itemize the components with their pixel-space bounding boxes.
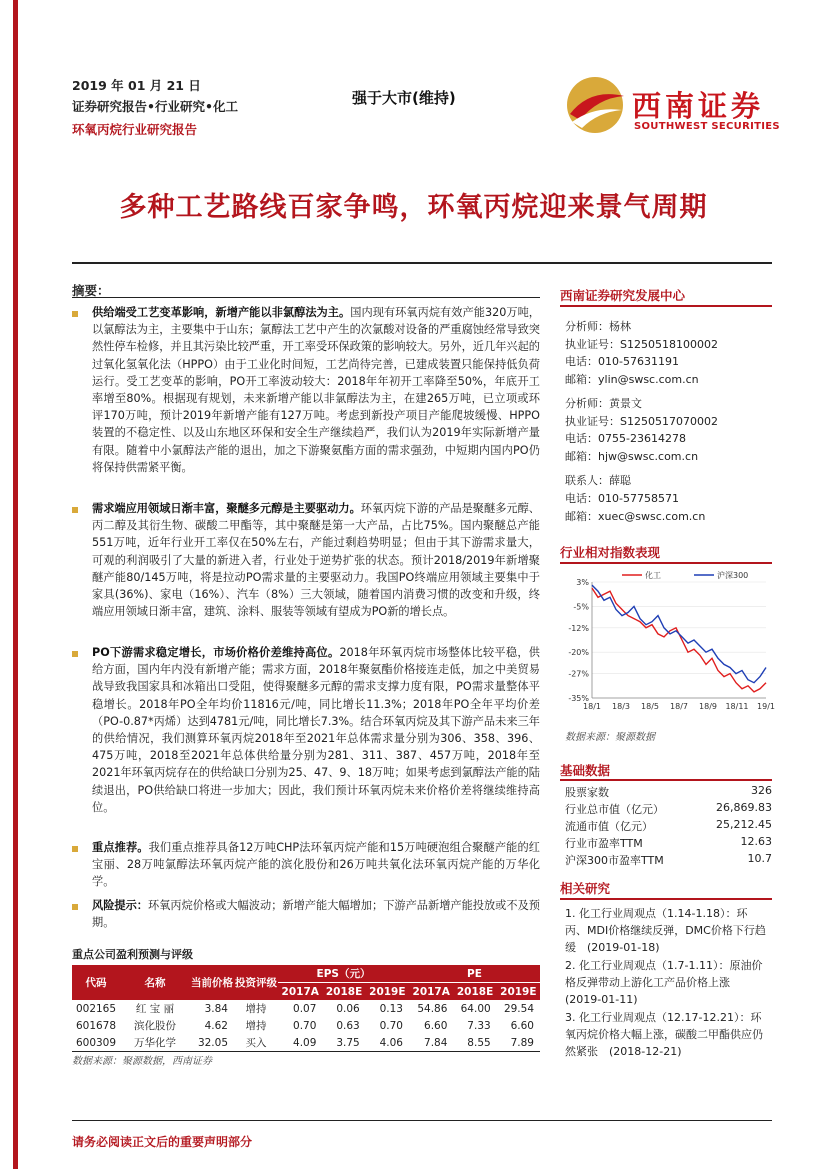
cell-pe: 7.89	[510, 1036, 534, 1049]
x-tick-label: 18/3	[612, 702, 630, 711]
bullet-icon	[72, 651, 78, 657]
basic-data-value: 10.7	[747, 852, 772, 865]
related-report-link[interactable]: 3. 化工行业周观点（12.17-12.21）：环氧丙烷价格大幅上涨，碳酸二甲酯供应仍然紧张 (2018-12-21)	[565, 1011, 763, 1058]
related-report-link[interactable]: 1. 化工行业周观点（1.14-1.18）：环丙、MDI价格继续反弹，DMC价格下行趋缓 (2019-01-18)	[565, 907, 766, 954]
cell-eps: 0.70	[379, 1019, 403, 1032]
paragraph-heading: 重点推荐。	[92, 841, 149, 854]
basic-data-value: 326	[751, 784, 772, 797]
report-subtitle: 环氧丙烷行业研究报告	[72, 122, 198, 137]
basic-data-key: 行业市盈率TTM	[565, 837, 643, 850]
bullet-icon	[72, 846, 78, 852]
col-header-year: 2017A	[278, 983, 322, 1001]
cell-eps: 0.06	[336, 1002, 360, 1015]
x-tick-label: 18/11	[725, 702, 749, 711]
paragraph-body: 我们重点推荐具备12万吨CHP法环氧丙烷产能和15万吨硬泡组合聚醚产能的红宝丽、28万吨氯醇法环氧丙烷产能的滨化股份和26万吨共氧化法环氧丙烷产能的万华化学。	[92, 841, 540, 889]
paragraph-heading: 供给端受工艺变革影响，新增产能以非氯醇法为主。	[92, 306, 351, 319]
col-header-year: 2017A	[409, 983, 453, 1001]
legend-label: 沪深300	[717, 571, 749, 580]
paragraph-body: 国内现有环氧丙烷有效产能320万吨，以氯醇法为主，主要集中于山东；氯醇法工艺中产生的次氯酸对设备的严重腐蚀经常导致突然性停车检修，并且其污染比较严重，开工率受环保政策的影响较大。另外，近几年兴起的过氧化氢氧化法（HPPO）由于工业化时间短，工艺尚待完善，已建成装置只能保持低负荷运行。受工艺变革的影响，PO开工率波动较大：2018年年初开工率降至50%，年底开工率增至80%。根据现有规划，未来新增产能以非氯醇法为主，在建265万吨，已立项或环评170万吨，预计2019年新增产能有127万吨。考虑到新投产项目产能爬坡缓慢、HPPO装置的不稳定性、以及山东地区环保和安全生产继续趋严，我们认为2019年实际新增产量有限。随着中小氯醇法产能的退出，加之下游聚氨酯方面的需求强劲，中短期内国内PO仍将保持供需紧平衡。	[92, 306, 540, 474]
disclaimer-footer: 请务必阅读正文后的重要声明部分	[72, 1135, 253, 1149]
col-header-price: 当前价格	[190, 965, 234, 1000]
cell-eps: 0.07	[293, 1002, 317, 1015]
cell-name: 滨化股份	[134, 1020, 176, 1032]
basic-data-key: 行业总市值（亿元）	[565, 803, 664, 816]
bullet-icon	[72, 311, 78, 317]
abstract-paragraph	[72, 500, 540, 620]
y-tick-label: -5%	[573, 602, 589, 612]
left-accent-bar	[13, 0, 18, 1169]
section-rule	[560, 898, 772, 900]
chart-source-note: 数据来源：聚源数据	[565, 732, 655, 743]
license-number: 执业证号：S1250517070002	[565, 415, 718, 428]
basic-data-value: 12.63	[740, 835, 772, 848]
report-title: 多种工艺路线百家争鸣，环氧丙烷迎来景气周期	[119, 192, 708, 223]
y-tick-label: -20%	[568, 648, 589, 658]
col-header-name: 名称	[120, 965, 190, 1000]
industry-rating: 强于大市(维持)	[352, 89, 456, 107]
table-row	[72, 1017, 540, 1034]
cell-price: 4.62	[204, 1019, 228, 1032]
paragraph-heading: 风险提示：	[92, 899, 148, 912]
col-header-code: 代码	[72, 965, 120, 1000]
paragraph-body: 环氧丙烷下游的产品是聚醚多元醇、丙二醇及其衍生物、碳酸二甲酯等，其中聚醚是第一大产品，占比75%。国内聚醚总产能551万吨，近年行业开工率仅在50%左右，产能过剩趋势明显；但由于其下游需求量大，可观的利润吸引了大量的新进入者，行业处于逆势扩张的状态。预计2018/2019年新增聚醚产能80/145万吨，将是拉动PO需求量的主要驱动力。我国PO终端应用领域主要集中于家具(36%)、家电（16%）、汽车（8%）三大领域，随着国内消费习惯的改变和升级，终端应用领域日渐丰富，建筑、涂料、服装等领域有望成为PO新的增长点。	[92, 502, 540, 619]
basic-data-row	[565, 818, 772, 834]
col-header-year: 2019E	[497, 983, 540, 1001]
cell-eps: 0.13	[379, 1002, 403, 1015]
research-center-title: 西南证券研究发展中心	[560, 286, 772, 304]
paragraph-body: 环氧丙烷价格或大幅波动；新增产能大幅增加；下游产品新增产能投放或不及预期。	[92, 899, 540, 930]
cell-pe: 6.60	[424, 1019, 448, 1032]
email-link[interactable]: 邮箱：ylin@swsc.com.cn	[565, 373, 699, 386]
cell-code: 600309	[75, 1036, 117, 1049]
col-header-rating: 投资评级	[234, 965, 278, 1000]
col-header-eps: EPS（元）	[278, 965, 409, 983]
series-line-csi300	[592, 585, 766, 683]
phone: 电话：0755-23614278	[565, 432, 686, 445]
cell-rating: 增持	[245, 1020, 267, 1032]
basic-data-row	[565, 835, 772, 851]
cell-price: 32.05	[197, 1036, 228, 1049]
cell-code: 601678	[75, 1019, 117, 1032]
logo-text-cn: 西南证券	[632, 89, 765, 123]
basic-data-key: 流通市值（亿元）	[565, 820, 653, 833]
x-tick-label: 18/7	[670, 702, 688, 711]
header-divider	[72, 262, 772, 264]
x-tick-label: 18/1	[583, 702, 601, 711]
legend-label: 化工	[645, 571, 661, 580]
bullet-icon	[72, 904, 78, 910]
section-rule	[560, 779, 772, 781]
email-link[interactable]: 邮箱：xuec@swsc.com.cn	[565, 510, 706, 523]
col-header-year: 2018E	[322, 983, 365, 1001]
col-header-year: 2018E	[453, 983, 496, 1001]
basic-data-key: 沪深300市盈率TTM	[565, 854, 664, 867]
bullet-icon	[72, 507, 78, 513]
cell-price: 3.84	[204, 1002, 228, 1015]
cell-pe: 6.60	[510, 1019, 534, 1032]
company-logo-icon	[562, 74, 628, 136]
related-research-title: 相关研究	[560, 879, 772, 897]
basic-data-key: 股票家数	[565, 786, 609, 799]
phone: 电话：010-57758571	[565, 492, 679, 505]
section-rule	[560, 305, 772, 307]
relative-index-chart	[560, 568, 775, 718]
col-header-year: 2019E	[366, 983, 409, 1001]
cell-rating: 买入	[245, 1037, 267, 1049]
section-rule	[560, 562, 772, 564]
basic-data-value: 26,869.83	[716, 801, 772, 814]
abstract-paragraph	[72, 644, 540, 816]
table-row	[72, 1000, 540, 1017]
col-header-pe: PE	[409, 965, 540, 983]
cell-name: 万华化学	[134, 1037, 176, 1049]
cell-eps: 4.09	[293, 1036, 317, 1049]
paragraph-heading: PO下游需求稳定增长，市场价格价差维持高位。	[92, 646, 340, 659]
cell-pe: 7.33	[467, 1019, 491, 1032]
logo-text-en: SOUTHWEST SECURITIES	[634, 121, 780, 132]
x-tick-label: 18/9	[699, 702, 717, 711]
table-row	[72, 1034, 540, 1052]
basic-data-row	[565, 801, 772, 817]
cell-eps: 0.70	[293, 1019, 317, 1032]
cell-code: 002165	[75, 1002, 117, 1015]
email-link[interactable]: 邮箱：hjw@swsc.com.cn	[565, 450, 699, 463]
index-chart-title: 行业相对指数表现	[560, 543, 772, 561]
abstract-divider	[72, 297, 540, 298]
basic-data-value: 25,212.45	[716, 818, 772, 831]
abstract-paragraph	[72, 839, 540, 891]
x-tick-label: 18/5	[641, 702, 659, 711]
analyst-name: 分析师：杨林	[565, 320, 631, 333]
analyst-name: 分析师：黄景文	[565, 397, 642, 410]
footer-divider	[72, 1120, 772, 1121]
basic-data-row	[565, 784, 772, 800]
cell-eps: 3.75	[336, 1036, 360, 1049]
abstract-label: 摘要：	[72, 283, 110, 298]
earnings-forecast-table	[72, 965, 540, 1052]
related-report-link[interactable]: 2. 化工行业周观点（1.7-1.11）：原油价格反弹带动上游化工产品价格上涨 (2019-01-11)	[565, 959, 763, 1006]
phone: 电话：010-57631191	[565, 355, 679, 368]
report-type: 证券研究报告•行业研究•化工	[72, 99, 238, 114]
cell-pe: 64.00	[460, 1002, 491, 1015]
cell-rating: 增持	[245, 1003, 267, 1015]
table-caption: 重点公司盈利预测与评级	[72, 948, 193, 961]
abstract-paragraph	[72, 897, 540, 931]
y-tick-label: -27%	[568, 669, 589, 679]
series-line-chemical	[592, 588, 766, 692]
paragraph-body: 2018年环氧丙烷市场整体比较平稳，供给方面，国内年内没有新增产能；需求方面，2018年聚氨酯价格接连走低，加之中美贸易战导致我国家具和冰箱出口受阻，使得聚醚多元醇的需求支撑力度有限，PO需求量整体平稳增长。2018年PO全年均价11816元/吨，同比增长11.3%；2018年PO全年平均价差（PO-0.87*丙烯）达到4781元/吨，同比增长7.3%。结合环氧丙烷及其下游产品未来三年的供给情况，我们测算环氧丙烷2018年至2021年总体需求量分别为306、358、396、475万吨，2018至2021年总体供给量分别为281、311、387、457万吨，2018年至2021年环氧丙烷存在的供给缺口分别为25、47、9、18万吨；如果考虑到氯醇法产能的陆续退出，PO供给缺口将进一步加大；因此，我们预计环氧丙烷未来价格价差将继续维持高位。	[92, 646, 540, 814]
cell-pe: 54.86	[417, 1002, 448, 1015]
y-tick-label: -12%	[568, 623, 589, 633]
cell-eps: 4.06	[379, 1036, 403, 1049]
basic-data-title: 基础数据	[560, 761, 772, 779]
cell-name: 红 宝 丽	[135, 1003, 175, 1015]
report-date: 2019 年 01 月 21 日	[72, 78, 201, 93]
y-tick-label: -35%	[568, 694, 589, 703]
cell-pe: 7.84	[424, 1036, 448, 1049]
y-tick-label: 3%	[576, 578, 589, 587]
x-tick-label: 19/1	[757, 702, 775, 711]
contact-name: 联系人：薛聪	[565, 474, 631, 487]
license-number: 执业证号：S1250518100002	[565, 338, 718, 351]
basic-data-row	[565, 852, 772, 868]
cell-pe: 8.55	[467, 1036, 491, 1049]
abstract-paragraph	[72, 304, 540, 476]
cell-pe: 29.54	[503, 1002, 534, 1015]
paragraph-heading: 需求端应用领域日渐丰富，聚醚多元醇是主要驱动力。	[92, 502, 361, 515]
table-source-note: 数据来源：聚源数据，西南证券	[72, 1056, 212, 1067]
cell-eps: 0.63	[336, 1019, 360, 1032]
